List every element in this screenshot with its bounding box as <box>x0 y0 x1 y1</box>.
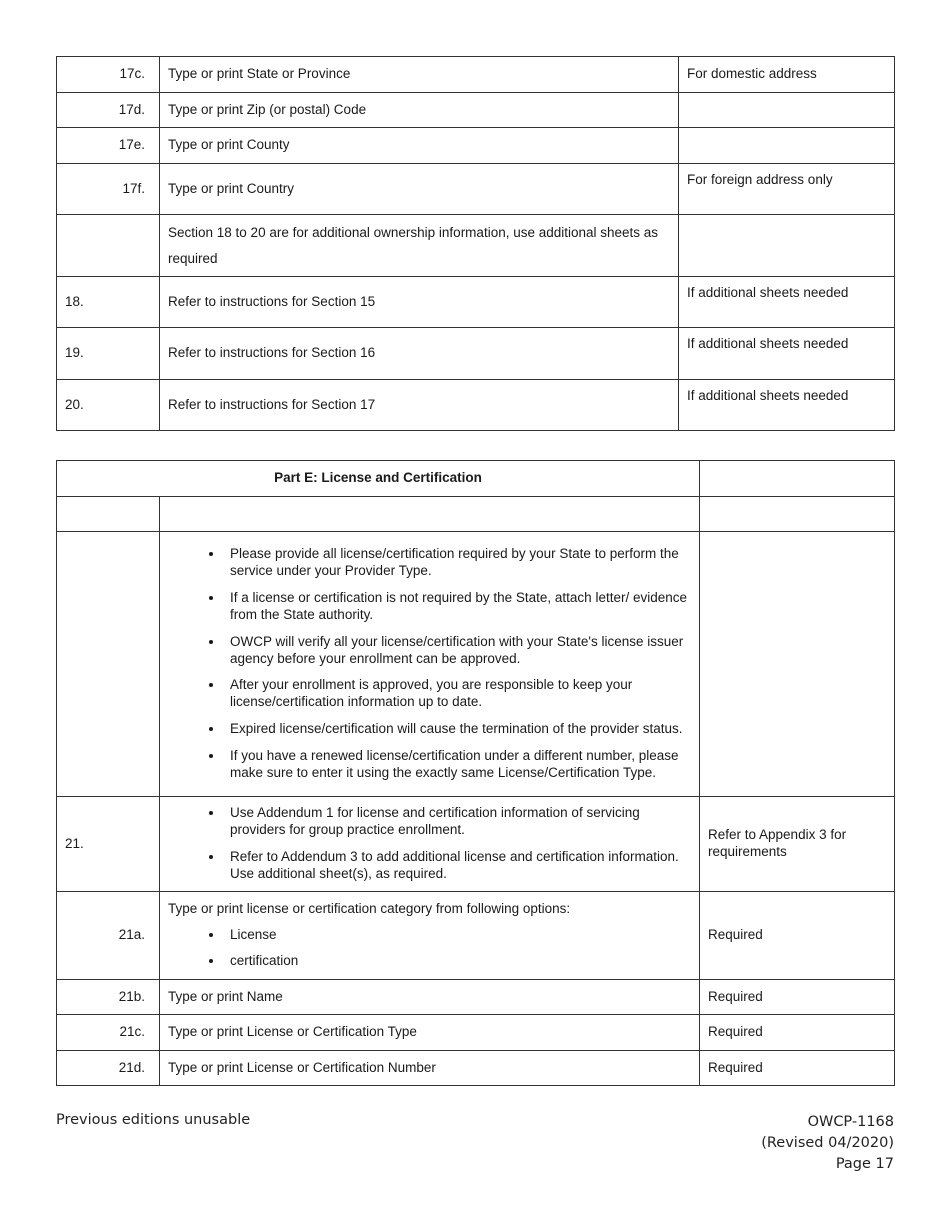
license-certification-table <box>56 460 895 1086</box>
option-item: • certification <box>224 953 691 970</box>
row-number: 21d. <box>57 1051 160 1086</box>
row-description: Refer to instructions for Section 16 <box>160 328 679 380</box>
addendum-list <box>168 805 691 883</box>
table-row <box>57 1015 895 1051</box>
empty-cell <box>160 497 700 532</box>
row-number: 21c. <box>57 1015 160 1051</box>
row-number: 17c. <box>57 57 160 93</box>
row-note: If additional sheets needed <box>679 328 895 380</box>
row-description <box>160 892 700 980</box>
table-row <box>57 892 895 980</box>
row-description: Refer to instructions for Section 17 <box>160 380 679 431</box>
list-item: • Use Addendum 1 for license and certification information of servicing providers for group practice enrollment. <box>224 805 691 839</box>
row-description: Type or print License or Certification Number <box>160 1051 700 1086</box>
empty-cell <box>700 497 895 532</box>
empty-cell <box>700 461 895 497</box>
table-row <box>57 497 895 532</box>
row-note: Required <box>700 1015 895 1051</box>
row-number: 21. <box>57 797 160 892</box>
list-item: • If you have a renewed license/certification under a different number, please make sure to enter it using the exactly same License/Certification Type. <box>224 748 691 782</box>
row-description: Type or print State or Province <box>160 57 679 93</box>
list-item: • Refer to Addendum 3 to add additional license and certification information. Use additional sheet(s), as required. <box>224 849 691 883</box>
row-note <box>679 215 895 277</box>
row-number: 18. <box>57 277 160 328</box>
table-row <box>57 215 895 277</box>
table-row <box>57 164 895 215</box>
empty-cell <box>57 497 160 532</box>
row-description: Type or print County <box>160 128 679 164</box>
row-description <box>160 797 700 892</box>
revision-date: (Revised 04/2020) <box>761 1135 894 1151</box>
table-row <box>57 1051 895 1086</box>
table-row <box>57 797 895 892</box>
category-options <box>168 927 691 970</box>
row-note: For foreign address only <box>679 164 895 215</box>
part-e-heading: Part E: License and Certification <box>57 461 700 497</box>
list-item: • OWCP will verify all your license/certification with your State's license issuer agency before your enrollment can be approved. <box>224 634 691 668</box>
page-number: Page 17 <box>835 1156 894 1172</box>
row-description: Type or print Zip (or postal) Code <box>160 93 679 128</box>
list-item: • Expired license/certification will cause the termination of the provider status. <box>224 721 691 738</box>
instructions-list <box>168 546 691 782</box>
row-description: Type or print License or Certification Type <box>160 1015 700 1051</box>
row-note: Required <box>700 980 895 1015</box>
footer-form-info <box>761 1112 894 1175</box>
row-description: Section 18 to 20 are for additional ownership information, use additional sheets as required <box>160 215 679 277</box>
table-row <box>57 532 895 797</box>
instructions-cell <box>160 532 700 797</box>
row-note: For domestic address <box>679 57 895 93</box>
row-number: 20. <box>57 380 160 431</box>
table-row <box>57 380 895 431</box>
row-note: If additional sheets needed <box>679 380 895 431</box>
row-number <box>57 215 160 277</box>
row-note <box>679 128 895 164</box>
list-item: • After your enrollment is approved, you are responsible to keep your license/certification information up to date. <box>224 677 691 711</box>
empty-cell <box>700 532 895 797</box>
row-number: 21a. <box>57 892 160 980</box>
table-row <box>57 980 895 1015</box>
row-description: Refer to instructions for Section 15 <box>160 277 679 328</box>
row-note: Required <box>700 1051 895 1086</box>
table-row <box>57 328 895 380</box>
row-note: Required <box>700 892 895 980</box>
table-row <box>57 277 895 328</box>
address-table <box>56 56 895 431</box>
row-number: 17e. <box>57 128 160 164</box>
list-item: • Please provide all license/certification required by your State to perform the service under your Provider Type. <box>224 546 691 580</box>
option-item: • License <box>224 927 691 944</box>
row-description: Type or print Country <box>160 164 679 215</box>
row-description: Type or print Name <box>160 980 700 1015</box>
table-header-row <box>57 461 895 497</box>
table-row <box>57 93 895 128</box>
row-number: 19. <box>57 328 160 380</box>
table-row <box>57 57 895 93</box>
list-item: • If a license or certification is not required by the State, attach letter/ evidence from the State authority. <box>224 590 691 624</box>
row-number: 21b. <box>57 980 160 1015</box>
row-note <box>679 93 895 128</box>
row-note: Refer to Appendix 3 for requirements <box>700 797 895 892</box>
row-number: 17f. <box>57 164 160 215</box>
footer-disclaimer: Previous editions unusable <box>56 1112 251 1128</box>
row-note: If additional sheets needed <box>679 277 895 328</box>
category-prompt: Type or print license or certification category from following options: <box>168 901 571 917</box>
table-row <box>57 128 895 164</box>
empty-cell <box>57 532 160 797</box>
row-number: 17d. <box>57 93 160 128</box>
form-number: OWCP-1168 <box>807 1114 894 1130</box>
